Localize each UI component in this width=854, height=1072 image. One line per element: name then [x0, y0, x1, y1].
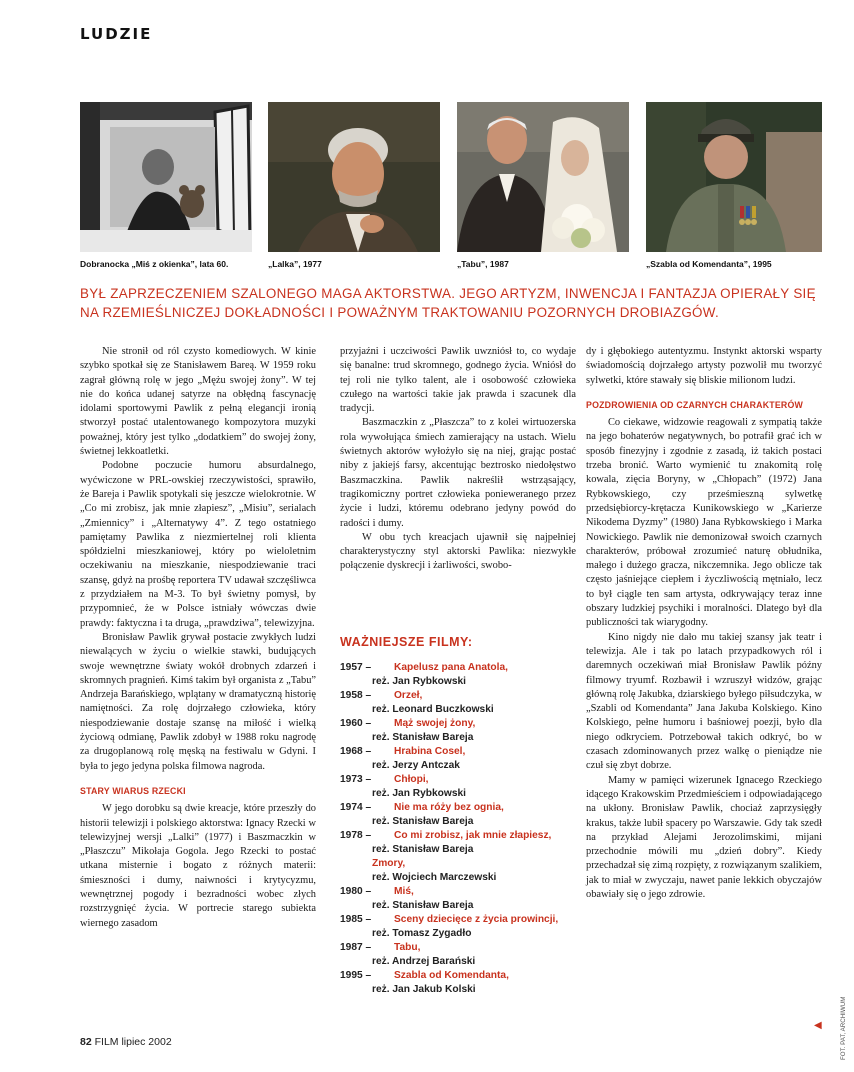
- paragraph: Co ciekawe, widzowie reagowali z sympatią także na jego bohaterów negatywnych, bo potrafił grać ich w sposób finezyjny i zgodnie z zasadą, iż takich postaci trzeba bronić. Warto wymienić tu znakomitą rolę kowala, zięcia Boryny, w „Chłopach” (1972) Jana Rybkowskiego, czy prześmieszną sylwetkę przedsiębiorcy-krętacza Kunikowskiego w „Karierze Nikodema Dyzmy” (1980) Jana Rybkowskiego i Marka Nowickiego. Pawlik nie demonizował swoich czarnych charakterów, próbował zrozumieć naturę obłudnika, małego i dużego gracza, nikczemnika. Jego oblicze tak często jaśniejące ciepłem i życzliwością mętniało, lecz to był ciągle ten sam artysta, odkrywający teraz inne obszary ludzkiej psychiki i moralności. Dlatego był dla publiczności tak wiarygodny.: [586, 417, 822, 629]
- film-title: Miś,: [394, 886, 414, 897]
- film-title: Orzeł,: [394, 690, 423, 701]
- filmography-entry: [340, 857, 580, 885]
- film-title: Co mi zrobisz, jak mnie złapiesz,: [394, 830, 552, 841]
- photo-caption: „Lalka”, 1977: [268, 259, 322, 269]
- film-year: [340, 857, 372, 871]
- subheading: STARY WIARUS RZECKI: [80, 785, 186, 796]
- film-director: reż. Andrzej Barański: [372, 956, 476, 967]
- paragraph: Podobne poczucie humoru absurdalnego, wyćwiczone w PRL-owskiej rzeczywistości, sprawiło, że Bareja i Pawlik spotykali się jeszcze wielokrotnie. W „Co mi zrobisz, jak mnie złapiesz”, „Misiu”, serialach „Zmiennicy” i „Alternatywy 4”. Z tego ostatniego pamiętamy Pawlika z niezmiertelnej roli klienta spółdzielni mieszkaniowej, który po wieloletnim oczekiwaniu na mieszkanie, niespodziewanie traci szansę, gdyż na prośbę reportera TV udawał szczęśliwca z przydziałem na M-3. To był świetny pomysł, by przypomnieć, że w Polsce istniały wówczas dwie prawdy: faktyczna i ta druga, „prawdziwa”, telewizyjna.: [80, 460, 316, 629]
- article-column-1: [80, 345, 316, 931]
- photo-tabu: [457, 102, 629, 252]
- film-director: reż. Leonard Buczkowski: [372, 704, 494, 715]
- photo-credit: FOT. PAT, ARCHIWUM: [840, 996, 847, 1060]
- film-director: reż. Jan Jakub Kolski: [372, 984, 476, 995]
- filmography-heading: WAŻNIEJSZE FILMY:: [340, 635, 473, 649]
- page-number: 82: [80, 1036, 92, 1048]
- film-director: reż. Jan Rybkowski: [372, 788, 466, 799]
- paragraph: Bronisław Pawlik grywał postacie zwykłych ludzi niewalących w życiu o wielkie stawki, budujących swoje wewnętrzne światy wokół drobnych zdarzeń i skromnych pragnień. Kimś takim był organista z „Tabu” Andrzeja Barańskiego, wplątany w dramatyczną historię namiętności. Za rolę dojrzałego człowieka, który niespodziewanie dostaje szansę na miłość i wielką życiową odmianę, Pawlik zdobył w 1988 roku nagrodę za drugoplanową rolę męską na festiwalu w Gdyni. I była to jego jedyna polska filmowa nagroda.: [80, 631, 316, 772]
- film-director: reż. Stanisław Bareja: [372, 844, 474, 855]
- film-year: 1957 –: [340, 662, 372, 673]
- film-title: Zmory,: [372, 858, 406, 869]
- filmography-entry: [340, 745, 580, 773]
- film-title: Mąż swojej żony,: [394, 718, 476, 729]
- article-column-3: [586, 345, 822, 902]
- paragraph: W obu tych kreacjach ujawnił się najpełniej charakterystyczny styl aktorski Pawlika: niezwykłe połączenie dyskrecji i żarliwości, swobo-: [340, 531, 576, 572]
- film-title: Hrabina Cosel,: [394, 746, 466, 757]
- end-mark-icon: ◀: [814, 1020, 822, 1031]
- film-director: reż. Stanisław Bareja: [372, 732, 474, 743]
- magazine-name: FILM: [94, 1036, 119, 1048]
- film-year: 1960 –: [340, 718, 372, 729]
- film-year: 1958 –: [340, 690, 372, 701]
- filmography-entry: [340, 717, 580, 745]
- film-title: Chłopi,: [394, 774, 429, 785]
- film-director: reż. Wojciech Marczewski: [372, 872, 497, 883]
- paragraph: W jego dorobku są dwie kreacje, które przeszły do historii telewizji i polskiego aktorstwa: Ignacy Rzecki w telewizyjnej wersji „Lalki” (1977) i Baszmaczkin w „Płaszczu” Mikołaja Gogola. Jego Rzecki to postać utkana misternie i bogato z różnych materii: śmieszności i dumy, naiwności i krytycyzmu, wewnętrznej pogody i bezradności wobec złych rozstrzygnięć życia. W portrecie starego subiekta wiernego zasadom: [80, 803, 316, 929]
- film-title: Tabu,: [394, 942, 421, 953]
- film-director: reż. Stanisław Bareja: [372, 900, 474, 911]
- film-title: Nie ma róży bez ognia,: [394, 802, 504, 813]
- film-year: 1985 –: [340, 914, 372, 925]
- filmography-entry: [340, 689, 580, 717]
- filmography-entry: [340, 941, 580, 969]
- film-year: 1995 –: [340, 970, 372, 981]
- filmography-entry: [340, 885, 580, 913]
- film-title: Szabla od Komendanta,: [394, 970, 509, 981]
- filmography-entry: [340, 801, 580, 829]
- issue-date: lipiec 2002: [121, 1036, 172, 1048]
- section-label: LUDZIE: [80, 25, 153, 43]
- article-column-2: [340, 345, 576, 635]
- film-year: 1978 –: [340, 830, 372, 841]
- subheading: POZDROWIENIA OD CZARNYCH CHARAKTERÓW: [586, 399, 804, 410]
- film-director: reż. Stanisław Bareja: [372, 816, 474, 827]
- paragraph: dy i głębokiego autentyzmu. Instynkt aktorski wsparty świadomością dojrzałego artysty pozwolił mu tworzyć sylwetki, które stawały się bliskie milionom ludzi.: [586, 346, 822, 386]
- filmography-entry: [340, 829, 580, 857]
- photo-caption: „Tabu”, 1987: [457, 259, 509, 269]
- paragraph: Baszmaczkin z „Płaszcza” to z kolei wirtuozerska rola wywołująca śmiech zamierający na ustach. Wielu świetnych aktorów wyłożyło się na niej, grając postać niby z jakiejś farsy, akcentując beztrosko niedołęstwo Baszmaczkina. Pawlik nakreślił wstrząsający, tragikomiczny portret człowieka ponieweranego przez życie i ludzi, któremu odebrano jedyny powód do radości i dumy.: [340, 417, 576, 529]
- film-year: 1973 –: [340, 774, 372, 785]
- filmography-list: [340, 661, 580, 997]
- film-director: reż. Tomasz Zygadło: [372, 928, 472, 939]
- filmography-entry: [340, 969, 580, 997]
- film-year: 1980 –: [340, 886, 372, 897]
- photo-caption: Dobranocka „Miś z okienka”, lata 60.: [80, 259, 229, 269]
- filmography-entry: [340, 661, 580, 689]
- filmography-entry: [340, 773, 580, 801]
- film-title: Kapelusz pana Anatola,: [394, 662, 508, 673]
- film-year: 1974 –: [340, 802, 372, 813]
- film-year: 1987 –: [340, 942, 372, 953]
- paragraph: Mamy w pamięci wizerunek Ignacego Rzeckiego idącego Krakowskim Przedmieściem i odpowiadającego na ukłony. Bronisław Pawlik, chociaż zaprzysięgły krakus, także lubił spacery po Warszawie. Gdy tak szedł na przykład Alejami Jerozolimskimi, mijani przechodnie mówili mu „dzień dobry”. Kiedy przechadzał się zimą rozpięty, z rozwiązanym szalikiem, jak to miał w zwyczaju, nawet panie lekkich obyczajów obawiały się o jego zdrowie.: [586, 774, 822, 900]
- film-year: 1968 –: [340, 746, 372, 757]
- paragraph: Nie stronił od ról czysto komediowych. W kinie szybko spotkał się ze Stanisławem Bareą. W 1959 roku zagrał główną rolę w jego „Mężu swojej żony”. W tej nie do końca udanej satyrze na obłędną fascynację idolami sportowymi Pawlik z pełną elegancji ironią stworzył postać utalentowanego kompozytora muzyki poważnej, który jest tylko „dodatkiem” do swojej żony, świetnej lekkoatletki.: [80, 346, 316, 458]
- film-director: reż. Jan Rybkowski: [372, 676, 466, 687]
- paragraph: Kino nigdy nie dało mu takiej szansy jak teatr i telewizja. Ale i tak po latach przypadkowych ról i daremnych oczekiwań miał Bronisław Pawlik późny filmowy tryumf. Rozbawił i wzruszył widzów, grając główną rolę Jakubka, dziarskiego byłego piłsudczyka, w „Szabli od Komendanta” Jana Jakuba Kolskiego. Kino Kolskiego, pełne humoru i baśniowej poezji, było dla niego odkryciem. Potrzebował takich odkryć, bo w czasach zdominowanych przez walkę o pieniądze nie czuł się zbyt dobrze.: [586, 631, 822, 772]
- film-director: reż. Jerzy Antczak: [372, 760, 460, 771]
- photo-szabla-od-komendanta: [646, 102, 822, 252]
- filmography-entry: [340, 913, 580, 941]
- page-folio: [80, 1036, 172, 1048]
- photo-caption: „Szabla od Komendanta”, 1995: [646, 259, 772, 269]
- photo-mis-z-okienka: [80, 102, 252, 252]
- film-title: Sceny dziecięce z życia prowincji,: [394, 914, 559, 925]
- article-lead: BYŁ ZAPRZECZENIEM SZALONEGO MAGA AKTORSTWA. JEGO ARTYZM, INWENCJA I FANTAZJA OPIERAŁY SIĘ NA RZEMIEŚLNICZEJ DOKŁADNOŚCI I POWAŻNYM TRAKTOWANIU POZORNYCH DROBIAZGÓW.: [80, 286, 816, 320]
- paragraph: przyjaźni i uczciwości Pawlik uwzniósł to, co wydaje się banalne: trud skromnego, godnego życia. Wniósł do tej roli nie tylko talent, ale i osobowość człowieka czułego na wartości takie jak prawda i szacunek dla tradycji.: [340, 346, 576, 415]
- filmography-box: [340, 635, 580, 997]
- photo-lalka: [268, 102, 440, 252]
